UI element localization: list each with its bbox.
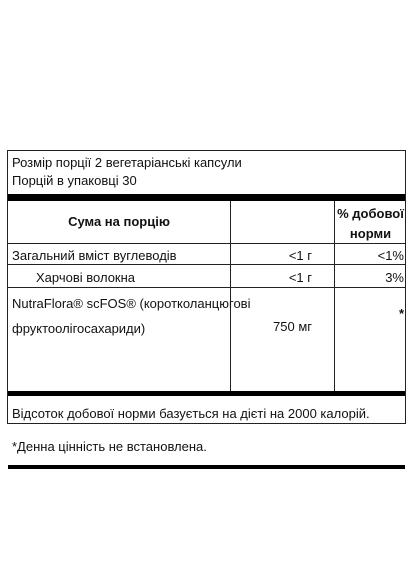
- supplement-facts-panel: [7, 150, 406, 454]
- row-fiber-dv: 3%: [385, 270, 404, 285]
- footnote-daily-value: Відсоток добової норми базується на дієті на 2000 калорій.: [12, 406, 370, 421]
- row-total-carbs-name: Загальний вміст вуглеводів: [12, 248, 177, 263]
- thick-divider-bottom: [8, 465, 405, 469]
- divider-carbs: [8, 264, 405, 265]
- header-amount-per-serving: Сума на порцію: [68, 214, 170, 229]
- servings-per-container: Порцій в упаковці 30: [12, 173, 137, 188]
- divider-header: [8, 243, 405, 244]
- row-nutraflora-dv: *: [398, 306, 404, 321]
- row-nutraflora-name-line1: NutraFlora® scFOS® (коротколанцюгові: [12, 296, 251, 311]
- row-total-carbs-amount: <1 г: [288, 248, 312, 263]
- row-nutraflora-name-line2: фруктоолігосахариди): [12, 321, 146, 336]
- divider-fiber: [8, 287, 405, 288]
- footnote-not-established: *Денна цінність не встановлена.: [12, 439, 207, 454]
- thick-divider-middle: [8, 391, 405, 396]
- header-dv-line2: норми: [349, 226, 392, 241]
- header-dv-line1: % добової: [337, 206, 404, 221]
- row-fiber-name: Харчові волокна: [36, 270, 136, 285]
- thick-divider-top: [8, 194, 405, 201]
- row-fiber-amount: <1 г: [288, 270, 312, 285]
- serving-size: Розмір порції 2 вегетаріанські капсули: [12, 155, 242, 170]
- row-total-carbs-dv: <1%: [377, 248, 404, 263]
- row-nutraflora-amount: 750 мг: [273, 319, 312, 334]
- header-daily-value: [334, 204, 407, 244]
